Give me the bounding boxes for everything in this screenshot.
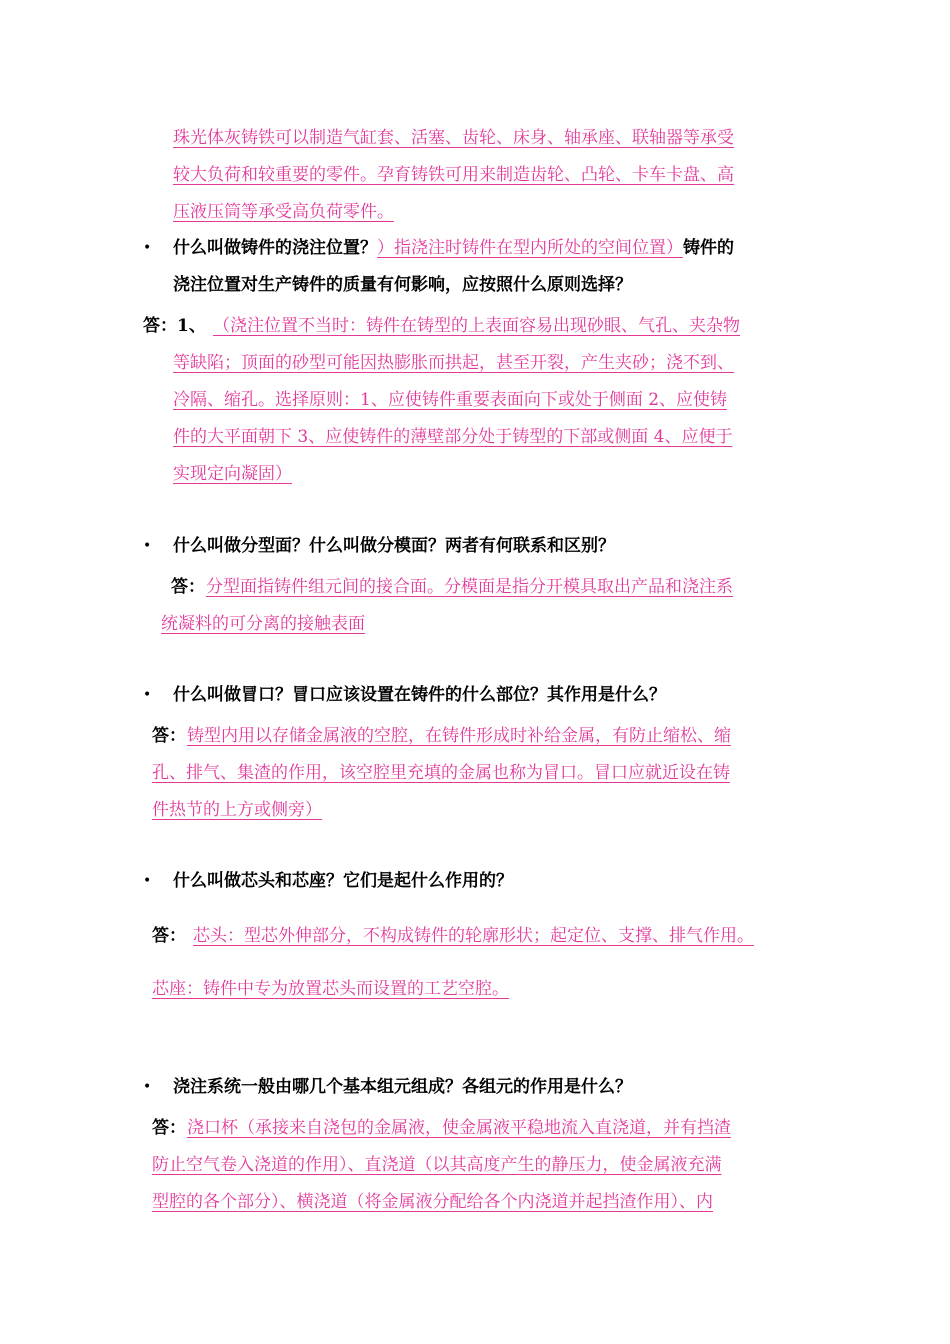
answer-label: 答：	[152, 726, 186, 746]
answer-line: 孔、排气、集渣的作用，该空腔里充填的金属也称为冒口。冒口应就近设在铸	[152, 763, 730, 783]
answer-line: 珠光体灰铸铁可以制造气缸套、活塞、齿轮、床身、轴承座、联轴器等承受	[173, 128, 734, 148]
answer-inline: ）指浇注时铸件在型内所处的空间位置）	[377, 238, 683, 258]
answer-line: 分型面指铸件组元间的接合面。分模面是指分开模具取出产品和浇注系	[206, 577, 733, 597]
answer-line: 等缺陷；顶面的砂型可能因热膨胀而拱起，甚至开裂，产生夹砂；浇不到、	[173, 353, 734, 373]
answer-line: 防止空气卷入浇道的作用）、直浇道（以其高度产生的静压力，使金属液充满	[152, 1155, 722, 1175]
answer-line: 压液压筒等承受高负荷零件。	[173, 202, 394, 222]
bullet-icon: •	[143, 873, 152, 889]
answer-label: 答：1、	[143, 316, 206, 336]
answer-line: 实现定向凝固）	[173, 464, 292, 484]
answer-label: 答：	[152, 1118, 186, 1138]
bullet-icon: •	[143, 687, 152, 703]
question-line: 浇注系统一般由哪几个基本组元组成？各组元的作用是什么？	[173, 1077, 632, 1097]
answer-line: （浇注位置不当时：铸件在铸型的上表面容易出现砂眼、气孔、夹杂物	[213, 316, 740, 336]
answer-line: 芯头：型芯外伸部分，不构成铸件的轮廓形状；起定位、支撑、排气作用。	[193, 926, 754, 946]
answer-line: 统凝料的可分离的接触表面	[161, 614, 365, 634]
answer-line: 件的大平面朝下 3、应使铸件的薄壁部分处于铸型的下部或侧面 4、应便于	[173, 427, 733, 447]
question-line: 什么叫做芯头和芯座？它们是起什么作用的？	[173, 871, 513, 891]
answer-line: 芯座：铸件中专为放置芯头而设置的工艺空腔。	[152, 979, 509, 999]
question-text: 铸件的	[683, 238, 734, 258]
question-line	[173, 236, 734, 260]
answer-line: 件热节的上方或侧旁）	[152, 800, 322, 820]
answer-line: 铸型内用以存储金属液的空腔，在铸件形成时补给金属，有防止缩松、缩	[187, 726, 731, 746]
answer-label: 答：	[171, 577, 205, 597]
bullet-icon: •	[143, 240, 152, 256]
question-line: 什么叫做分型面？什么叫做分模面？两者有何联系和区别？	[173, 536, 615, 556]
answer-line: 较大负荷和较重要的零件。孕育铸铁可用来制造齿轮、凸轮、卡车卡盘、高	[173, 165, 734, 185]
question-line: 什么叫做冒口？冒口应该设置在铸件的什么部位？其作用是什么？	[173, 685, 666, 705]
answer-line: 浇口杯（承接来自浇包的金属液，使金属液平稳地流入直浇道，并有挡渣	[187, 1118, 731, 1138]
question-text: 什么叫做铸件的浇注位置？	[173, 238, 377, 258]
answer-line: 型腔的各个部分）、横浇道（将金属液分配给各个内浇道并起挡渣作用）、内	[152, 1192, 713, 1212]
question-line: 浇注位置对生产铸件的质量有何影响，应按照什么原则选择？	[173, 275, 632, 295]
bullet-icon: •	[143, 538, 152, 554]
bullet-icon: •	[143, 1079, 152, 1095]
answer-line: 冷隔、缩孔。选择原则：1、应使铸件重要表面向下或处于侧面 2、应使铸	[173, 390, 728, 410]
answer-label: 答：	[152, 926, 186, 946]
